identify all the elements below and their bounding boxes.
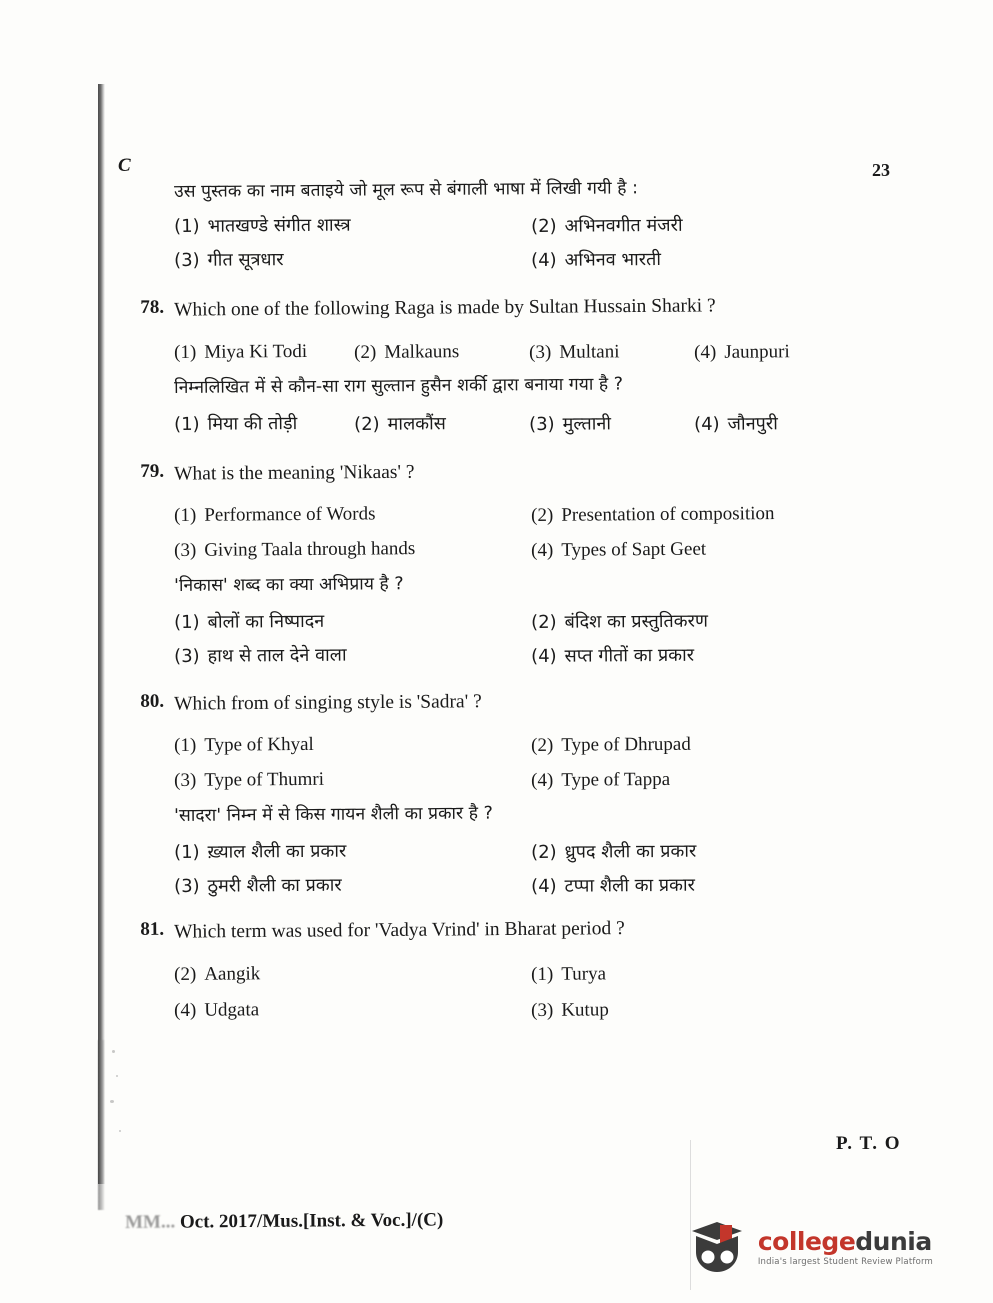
option-text: गीत सूत्रधार <box>207 249 284 271</box>
option-label: (1) <box>174 341 197 364</box>
option-item[interactable] <box>531 867 888 904</box>
options-list-english <box>174 957 888 1028</box>
option-item[interactable] <box>174 638 531 675</box>
graduate-icon <box>686 1219 748 1277</box>
option-item[interactable] <box>174 604 531 641</box>
option-text: भातखण्डे संगीत शास्त्र <box>207 214 351 237</box>
option-item[interactable] <box>174 725 531 763</box>
option-label: (3) <box>174 539 197 562</box>
option-label: (3) <box>174 249 200 271</box>
question-block-79 <box>128 460 888 674</box>
option-text: Udgata <box>204 999 260 1021</box>
pto-marker: P. T. O <box>835 1133 901 1154</box>
option-text: सप्त गीतों का प्रकार <box>564 645 695 668</box>
question-number: 80. <box>140 690 165 713</box>
option-item[interactable] <box>531 725 888 763</box>
option-label: (1) <box>174 215 200 237</box>
option-item[interactable] <box>174 834 531 871</box>
option-item[interactable] <box>529 407 694 442</box>
footer-code-text: Oct. 2017/Mus.[Inst. & Voc.]/(C) <box>179 1209 444 1233</box>
options-list-hindi <box>174 836 888 904</box>
option-text: जौनपुरी <box>727 413 778 436</box>
option-label: (3) <box>174 646 200 668</box>
option-item[interactable] <box>531 955 888 993</box>
option-item[interactable] <box>531 207 888 244</box>
option-item[interactable] <box>174 207 531 244</box>
option-label: (4) <box>694 414 720 436</box>
option-label: (1) <box>531 964 554 986</box>
option-item[interactable] <box>174 867 531 904</box>
option-item[interactable] <box>174 495 531 533</box>
option-label: (1) <box>174 612 200 634</box>
option-item[interactable] <box>531 604 888 641</box>
question-stem-hindi: 'सादरा' निम्न में से किस गायन शैली का प्रकार है ? <box>174 803 493 827</box>
option-item[interactable] <box>174 530 531 568</box>
option-label: (4) <box>531 876 557 898</box>
option-text: Malkauns <box>384 341 460 363</box>
option-text: Miya Ki Todi <box>204 340 308 363</box>
option-label: (1) <box>174 734 197 756</box>
options-list-hindi <box>174 606 888 674</box>
option-label: (1) <box>174 414 200 436</box>
question-stem-english: Which term was used for 'Vadya Vrind' in Bharat period ? <box>174 918 625 943</box>
option-label: (3) <box>529 414 555 436</box>
option-text: Types of Sapt Geet <box>561 538 707 561</box>
scan-speck <box>112 1050 115 1053</box>
question-stem-english: What is the meaning 'Nikaas' ? <box>174 462 415 485</box>
logo-name-part1: college <box>757 1227 856 1256</box>
option-text: बोलों का निष्पादन <box>207 611 325 634</box>
collegedunia-logo <box>686 1219 933 1277</box>
option-text: Type of Tappa <box>561 768 671 791</box>
option-item[interactable] <box>531 241 888 278</box>
question-stem-hindi: 'निकास' शब्द का क्या अभिप्राय है ? <box>174 574 404 597</box>
scan-speck <box>119 1130 121 1132</box>
options-list-english <box>174 498 888 569</box>
option-item[interactable] <box>354 407 529 442</box>
option-text: Giving Taala through hands <box>204 538 416 561</box>
option-item[interactable] <box>354 334 529 371</box>
option-item[interactable] <box>531 638 888 675</box>
option-label: (2) <box>531 612 557 634</box>
logo-name-part2: dunia <box>855 1227 932 1256</box>
options-list-hindi <box>174 408 888 442</box>
option-label: (4) <box>531 646 557 668</box>
option-text: Performance of Words <box>204 503 376 526</box>
option-label: (3) <box>174 876 200 898</box>
booklet-series-letter: C <box>118 155 132 176</box>
option-label: (4) <box>694 341 717 364</box>
option-label: (2) <box>354 341 377 364</box>
option-text: अभिनव भारती <box>564 248 662 271</box>
option-label: (2) <box>174 964 197 986</box>
option-text: ठुमरी शैली का प्रकार <box>207 874 342 898</box>
option-label: (4) <box>531 249 557 271</box>
question-stem-english: Which from of singing style is 'Sadra' ? <box>174 691 482 715</box>
option-item[interactable] <box>531 834 888 871</box>
option-text: Type of Thumri <box>204 768 325 791</box>
option-label: (4) <box>531 539 554 562</box>
scan-speck <box>110 1100 114 1103</box>
footer-faded-prefix: MM... <box>125 1211 176 1233</box>
option-label: (2) <box>354 414 380 436</box>
option-item[interactable] <box>174 760 531 798</box>
question-number: 81. <box>140 918 165 941</box>
option-text: Multani <box>559 341 620 363</box>
footer-paper-code <box>125 1210 443 1234</box>
option-text: Type of Khyal <box>204 733 314 756</box>
option-text: Type of Dhrupad <box>561 733 691 756</box>
option-text: बंदिश का प्रस्तुतिकरण <box>564 611 709 634</box>
option-label: (3) <box>529 341 552 364</box>
question-block-80 <box>128 690 888 904</box>
options-list-english <box>174 728 888 799</box>
question-content <box>128 178 888 1034</box>
option-label: (3) <box>531 999 554 1021</box>
page-binding-edge-lower <box>98 1040 105 1210</box>
options-list <box>174 210 888 278</box>
option-label: (4) <box>174 999 197 1021</box>
page-binding-edge <box>98 84 105 1184</box>
question-block-81 <box>128 918 888 1028</box>
option-item[interactable] <box>694 408 778 443</box>
logo-wordmark <box>758 1229 933 1267</box>
option-label: (2) <box>531 215 557 237</box>
option-label: (1) <box>174 842 200 864</box>
question-number: 78. <box>140 296 165 318</box>
question-number: 79. <box>140 461 165 483</box>
option-text: Aangik <box>204 963 261 986</box>
option-label: (3) <box>174 769 197 791</box>
scan-speck <box>116 1075 118 1077</box>
option-text: ख़्याल शैली का प्रकार <box>207 841 347 864</box>
option-label: (2) <box>531 842 557 864</box>
option-item[interactable] <box>174 990 531 1028</box>
question-block-78 <box>128 296 888 443</box>
option-item[interactable] <box>529 334 694 371</box>
question-stem-hindi: उस पुस्तक का नाम बताइये जो मूल रूप से बंगाली भाषा में लिखी गयी है : <box>174 178 639 202</box>
option-text: ध्रुपद शैली का प्रकार <box>564 841 697 864</box>
option-item[interactable] <box>531 495 888 533</box>
option-item[interactable] <box>531 990 888 1028</box>
option-item[interactable] <box>174 955 531 993</box>
page-number: 23 <box>872 160 890 180</box>
question-block-top <box>128 178 888 278</box>
option-text: Turya <box>561 963 607 986</box>
option-text: Kutup <box>561 999 609 1021</box>
option-text: मालकौंस <box>387 413 447 436</box>
option-text: मिया की तोड़ी <box>207 413 298 436</box>
option-label: (1) <box>174 504 197 526</box>
option-text: अभिनवगीत मंजरी <box>564 214 683 237</box>
option-text: Presentation of composition <box>561 502 775 526</box>
option-item[interactable] <box>174 334 354 371</box>
option-text: टप्पा शैली का प्रकार <box>564 874 696 898</box>
option-item[interactable] <box>174 241 531 278</box>
logo-tagline: India's largest Student Review Platform <box>757 1257 933 1267</box>
option-text: Jaunpuri <box>724 341 790 363</box>
option-item[interactable] <box>174 407 354 442</box>
option-label: (2) <box>531 734 554 756</box>
option-label: (4) <box>531 769 554 791</box>
option-label: (2) <box>531 504 554 526</box>
question-stem-hindi: निम्नलिखित में से कौन-सा राग सुल्तान हुसैन शर्की द्वारा बनाया गया है ? <box>174 374 624 399</box>
option-text: मुल्तानी <box>562 413 612 436</box>
question-stem-english: Which one of the following Raga is made by Sultan Hussain Sharki ? <box>174 295 716 321</box>
option-text: हाथ से ताल देने वाला <box>207 645 347 668</box>
